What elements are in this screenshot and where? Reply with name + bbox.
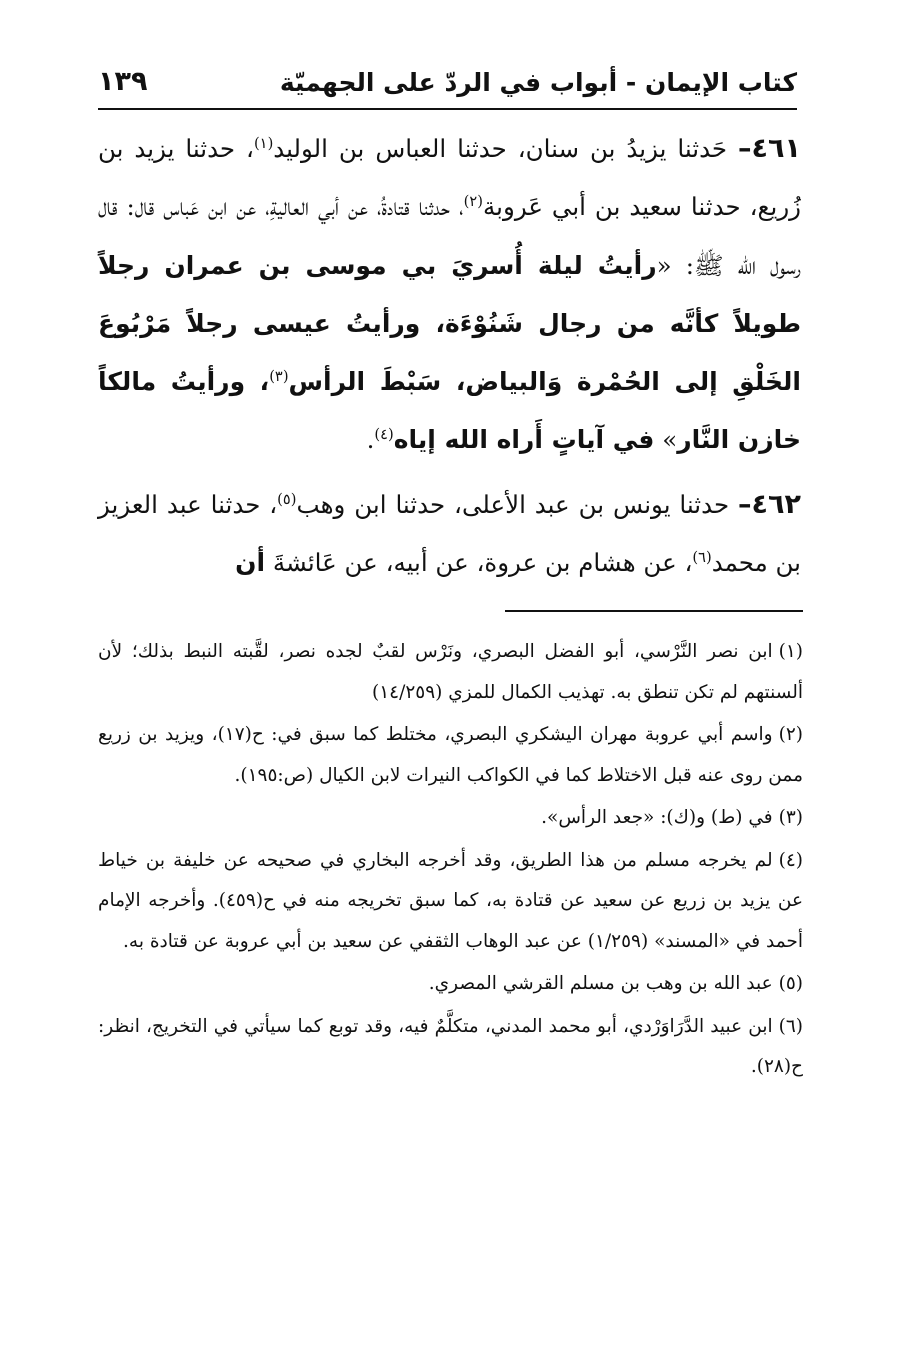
hadith-number: ٤٦١ [751, 133, 801, 164]
footnote-4: (٤)لم يخرجه مسلم من هذا الطريق، وقد أخرجه البخاري في صحيحه عن خليفة بن خياط عن يزيد بن زريع عن سعيد عن قتادة به، كما سبق تخريجه منه في ح(٤٥٩). وأخرجه الإمام أحمد في «المسند» (١/٢٥٩) عن عبد الوهاب الثقفي عن سعيد بن أبي عروبة عن قتادة به. [98, 849, 803, 952]
footnote-1: (١)ابن نصر النَّرْسي، أبو الفضل البصري، ونَرْس لقبٌ لجده نصر، لقَّبته النبط بذلك؛ لأن ألسنتهم لم تكن تنطق به. تهذيب الكمال للمزي (١٤/٢٥٩) [98, 641, 803, 703]
footnote-6: (٦)ابن عبيد الدَّرَاوَرْدي، أبو محمد المدني، متكلَّمٌ فيه، وقد توبع كما سيأتي في التخريج، انظر: ح(٢٨). [98, 1015, 803, 1077]
footnote-5: (٥)عبد الله بن وهب بن مسلم القرشي المصري. [428, 973, 803, 994]
footnote-ref: (٢) [463, 193, 484, 211]
footnote-3: (٣)في (ط) و(ك): «جعد الرأس». [541, 807, 803, 828]
page-number: ١٣٩ [98, 66, 148, 97]
hadith-461: ٤٦١– حَدثنا يزيدُ بن سنان، حدثنا العباس بن الوليد$^{(١)}$، حدثنا يزيد بن زُريع، حدثنا سعيد بن أبي عَروبة$^{(٢)}$، حدثنا قتادةُ، عن أبي العاليةِ، عن ابن عَباس قال: قال رسول الله ﷺ: «رأيتُ ليلة أُسريَ بي موسى بن عمران رجلاً طويلاً كأنَّه من رجال شَنُوْءَة، ورأيتُ عيسى رجلاً مَرْبُوعَ الخَلْقِ إلى الحُمْرة وَالبياض، سَبْطَ الرأس$^{(٣)}$، ورأيتُ مالكاً خازن النَّار» في آياتٍ أَراه الله إياه$^{(٤)}$. [98, 133, 802, 455]
page-header [98, 62, 797, 110]
footnotes [98, 632, 803, 1090]
hadith-matn: رأيتُ ليلة أُسريَ بي موسى بن عمران رجلاً طويلاً كأنَّه من رجال شَنُوْءَة، ورأيتُ عيسى رجلاً مَرْبُوعَ الخَلْقِ إلى الحُمْرة وَالبياض، سَبْطَ الرأس [98, 250, 801, 397]
footnote-ref: (٦) [692, 548, 712, 566]
footnote-ref: (٣) [269, 368, 289, 386]
footnote-ref: (٤) [374, 426, 394, 444]
hadith-number: ٤٦٢ [751, 488, 801, 520]
running-title: كتاب الإيمان - أبواب في الردّ على الجهميّة [279, 68, 797, 97]
main-text [98, 120, 801, 592]
hadith-462: ٤٦٢– حدثنا يونس بن عبد الأعلى، حدثنا ابن وهب$^{(٥)}$، حدثنا عبد العزيز بن محمد$^{(٦)}$، عن هشام بن عروة، عن أبيه، عن عَائشةَ أن [98, 488, 801, 578]
footnote-separator [505, 610, 803, 612]
footnote-ref: (١) [253, 134, 274, 152]
footnote-2: (٢)واسم أبي عروبة مهران اليشكري البصري، مختلط كما سبق في: ح(١٧)، ويزيد بن زريع ممن روى عنه قبل الاختلاط كما في الكواكب النيرات لابن الكيال (ص:١٩٥). [98, 724, 803, 786]
footnote-ref: (٥) [277, 490, 297, 508]
